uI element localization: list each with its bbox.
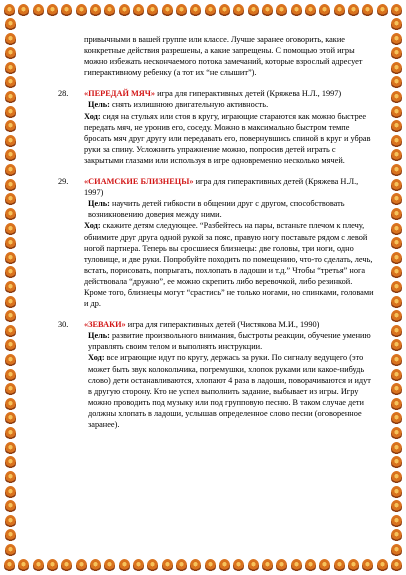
flame-ornament-icon xyxy=(47,559,58,572)
flame-ornament-icon xyxy=(391,47,402,60)
flame-ornament-icon xyxy=(5,325,16,338)
flame-ornament-icon xyxy=(319,559,330,572)
flame-ornament-icon xyxy=(5,339,16,352)
goal-text: научить детей гибкости в общении друг с другом, способствовать возникновению доверия между ними. xyxy=(88,199,345,220)
flame-ornament-icon xyxy=(362,4,373,17)
flame-ornament-icon xyxy=(391,164,402,177)
flame-ornament-icon xyxy=(5,62,16,75)
flame-ornament-icon xyxy=(5,456,16,469)
flame-ornament-icon xyxy=(391,106,402,119)
flame-ornament-icon xyxy=(391,427,402,440)
flame-ornament-icon xyxy=(391,486,402,499)
flame-ornament-icon xyxy=(147,559,158,572)
flame-ornament-icon xyxy=(5,208,16,221)
flame-ornament-icon xyxy=(5,193,16,206)
flame-ornament-icon xyxy=(391,223,402,236)
flame-ornament-icon xyxy=(391,456,402,469)
flame-ornament-icon xyxy=(362,559,373,572)
flame-ornament-icon xyxy=(5,442,16,455)
flame-ornament-icon xyxy=(391,325,402,338)
flame-ornament-icon xyxy=(5,106,16,119)
flame-ornament-icon xyxy=(5,529,16,542)
flame-ornament-icon xyxy=(5,237,16,250)
flame-ornament-icon xyxy=(18,4,29,17)
flame-ornament-icon xyxy=(262,4,273,17)
flame-ornament-icon xyxy=(33,559,44,572)
flame-ornament-icon xyxy=(248,559,259,572)
move-text: сидя на стульях или стоя в кругу, играющие стараются как можно быстрее передать мяч, не уронив его, соседу. Можно в максимально быстром темпе бросать мяч друг другу или передавать его, повернувшись спиной в круг и убрав руки за спину. Усложнить упражнение можно, попросив детей играть с закрытыми глазами или используя в игре одновременно несколько мячей. xyxy=(84,111,371,165)
flame-ornament-icon xyxy=(391,266,402,279)
goal-paragraph xyxy=(84,198,376,220)
flame-ornament-icon xyxy=(5,412,16,425)
flame-ornament-icon xyxy=(391,515,402,528)
flame-ornament-icon xyxy=(5,383,16,396)
flame-ornament-icon xyxy=(190,559,201,572)
move-label: Ход: xyxy=(88,353,105,363)
flame-ornament-icon xyxy=(391,91,402,104)
flame-ornament-icon xyxy=(391,62,402,75)
flame-ornament-icon xyxy=(18,559,29,572)
item-heading xyxy=(84,176,376,198)
flame-ornament-icon xyxy=(319,4,330,17)
flame-ornament-icon xyxy=(391,208,402,221)
flame-ornament-icon xyxy=(90,4,101,17)
flame-ornament-icon xyxy=(291,559,302,572)
flame-ornament-icon xyxy=(248,4,259,17)
page-border-bottom xyxy=(4,557,402,573)
flame-ornament-icon xyxy=(305,4,316,17)
intro-paragraph: привычными в вашей группе или классе. Лучше заранее оговорить, какие конкретные действия разрешены, а какие запрещены. С помощью этой игры можно избежать нескончаемого потока замечаний, которые взрослый адресует гиперактивному ребенку (а тот их “не слышит”). xyxy=(84,35,363,78)
flame-ornament-icon xyxy=(5,515,16,528)
flame-ornament-icon xyxy=(5,544,16,557)
flame-ornament-icon xyxy=(133,559,144,572)
flame-ornament-icon xyxy=(5,281,16,294)
game-item-30 xyxy=(58,319,376,430)
goal-label: Цель: xyxy=(88,100,110,110)
game-item-28 xyxy=(58,88,376,166)
flame-ornament-icon xyxy=(291,4,302,17)
item-number: 28. xyxy=(58,89,69,99)
flame-ornament-icon xyxy=(233,559,244,572)
flame-ornament-icon xyxy=(5,47,16,60)
flame-ornament-icon xyxy=(5,135,16,148)
flame-ornament-icon xyxy=(205,4,216,17)
flame-ornament-icon xyxy=(391,544,402,557)
flame-ornament-icon xyxy=(391,149,402,162)
flame-ornament-icon xyxy=(391,383,402,396)
flame-ornament-icon xyxy=(162,4,173,17)
flame-ornament-icon xyxy=(147,4,158,17)
flame-ornament-icon xyxy=(391,33,402,46)
game-subtitle: игра для гиперактивных детей (Кряжева Н.Л., 1997) xyxy=(155,89,342,99)
move-paragraph xyxy=(84,352,376,430)
game-subtitle: игра для гиперактивных детей (Чистякова М.И., 1990) xyxy=(125,320,320,330)
flame-ornament-icon xyxy=(219,559,230,572)
flame-ornament-icon xyxy=(104,559,115,572)
flame-ornament-icon xyxy=(5,33,16,46)
flame-ornament-icon xyxy=(5,310,16,323)
flame-ornament-icon xyxy=(233,4,244,17)
flame-ornament-icon xyxy=(47,4,58,17)
flame-ornament-icon xyxy=(391,339,402,352)
game-title: «ПЕРЕДАЙ МЯЧ» xyxy=(84,89,156,99)
flame-ornament-icon xyxy=(190,4,201,17)
flame-ornament-icon xyxy=(5,369,16,382)
game-title: «ЗЕВАКИ» xyxy=(84,320,126,330)
move-paragraph xyxy=(84,111,376,166)
flame-ornament-icon xyxy=(391,135,402,148)
move-text: все играющие идут по кругу, держась за руки. По сигналу ведущего (это может быть звук колокольчика, погремушки, хлопок руками или какое-нибудь слово) дети останавливаются, хлопают 4 раза в ладоши, поворачиваются и идут в другую сторону. Кто не успел выполнить задание, выбывает из игры. Игру можно проводить под музыку или под групповую песню. В таком случае дети должны хлопать в ладоши, услышав определенное слово песни (оговоренное заранее). xyxy=(88,353,371,429)
flame-ornament-icon xyxy=(305,559,316,572)
flame-ornament-icon xyxy=(391,296,402,309)
flame-ornament-icon xyxy=(391,559,402,572)
flame-ornament-icon xyxy=(391,237,402,250)
goal-text: развитие произвольного внимания, быстроты реакции, обучение умению управлять своим телом и выполнять инструкции. xyxy=(88,331,371,352)
flame-ornament-icon xyxy=(5,252,16,265)
flame-ornament-icon xyxy=(4,559,15,572)
flame-ornament-icon xyxy=(61,559,72,572)
flame-ornament-icon xyxy=(391,398,402,411)
flame-ornament-icon xyxy=(5,427,16,440)
flame-ornament-icon xyxy=(377,4,388,17)
flame-ornament-icon xyxy=(5,354,16,367)
item-heading xyxy=(84,88,376,99)
flame-ornament-icon xyxy=(5,486,16,499)
flame-ornament-icon xyxy=(391,442,402,455)
item-number: 29. xyxy=(58,177,69,187)
flame-ornament-icon xyxy=(391,500,402,513)
move-text: скажите детям следующее. “Разбейтесь на пары, встаньте плечом к плечу, обнимите друг друга одной рукой за пояс, правую ногу поставьте рядом с левой ногой партнера. Теперь вы сросшиеся близнецы: две головы, три ноги, одно туловище, и две руки. Попробуйте походить по помещению, что-то сделать, лечь, встать, порисовать, попрыгать, похлопать в ладоши и т.д.” Чтобы “третья” нога действовала “дружно”, ее можно скрепить либо веревочкой, либо резинкой. Кроме того, близнецы могут “срастись” не только ногами, но спинками, головами и др. xyxy=(84,221,374,309)
game-title: «СИАМСКИЕ БЛИЗНЕЦЫ» xyxy=(84,177,194,187)
move-paragraph xyxy=(84,220,376,309)
flame-ornament-icon xyxy=(5,149,16,162)
flame-ornament-icon xyxy=(162,559,173,572)
flame-ornament-icon xyxy=(391,193,402,206)
item-number: 30. xyxy=(58,320,69,330)
flame-ornament-icon xyxy=(391,18,402,31)
flame-ornament-icon xyxy=(5,223,16,236)
game-subtitle: игра для гиперактивных детей (Кряжева Н.Л., 1997) xyxy=(84,177,359,198)
flame-ornament-icon xyxy=(391,369,402,382)
flame-ornament-icon xyxy=(5,164,16,177)
flame-ornament-icon xyxy=(334,559,345,572)
goal-label: Цель: xyxy=(88,199,110,209)
flame-ornament-icon xyxy=(5,471,16,484)
move-label: Ход: xyxy=(84,111,101,121)
flame-ornament-icon xyxy=(391,529,402,542)
page-border-left xyxy=(2,18,18,557)
flame-ornament-icon xyxy=(391,281,402,294)
flame-ornament-icon xyxy=(5,296,16,309)
flame-ornament-icon xyxy=(76,559,87,572)
flame-ornament-icon xyxy=(4,4,15,17)
flame-ornament-icon xyxy=(391,252,402,265)
flame-ornament-icon xyxy=(33,4,44,17)
goal-text: снять излишнюю двигательную активность. xyxy=(109,100,269,110)
flame-ornament-icon xyxy=(276,559,287,572)
flame-ornament-icon xyxy=(391,76,402,89)
flame-ornament-icon xyxy=(391,179,402,192)
flame-ornament-icon xyxy=(219,4,230,17)
flame-ornament-icon xyxy=(61,4,72,17)
flame-ornament-icon xyxy=(391,120,402,133)
flame-ornament-icon xyxy=(5,500,16,513)
flame-ornament-icon xyxy=(119,559,130,572)
flame-ornament-icon xyxy=(5,91,16,104)
flame-ornament-icon xyxy=(5,398,16,411)
flame-ornament-icon xyxy=(176,559,187,572)
flame-ornament-icon xyxy=(104,4,115,17)
flame-ornament-icon xyxy=(391,4,402,17)
flame-ornament-icon xyxy=(5,18,16,31)
flame-ornament-icon xyxy=(391,471,402,484)
flame-ornament-icon xyxy=(5,120,16,133)
goal-label: Цель: xyxy=(88,331,110,341)
page-border-top xyxy=(4,2,402,18)
flame-ornament-icon xyxy=(133,4,144,17)
page-border-right xyxy=(388,18,404,557)
goal-paragraph xyxy=(84,330,376,352)
flame-ornament-icon xyxy=(334,4,345,17)
flame-ornament-icon xyxy=(377,559,388,572)
flame-ornament-icon xyxy=(391,354,402,367)
flame-ornament-icon xyxy=(205,559,216,572)
flame-ornament-icon xyxy=(348,4,359,17)
flame-ornament-icon xyxy=(90,559,101,572)
document-body xyxy=(58,34,376,430)
flame-ornament-icon xyxy=(391,310,402,323)
item-heading xyxy=(84,319,376,330)
flame-ornament-icon xyxy=(262,559,273,572)
flame-ornament-icon xyxy=(176,4,187,17)
move-label: Ход: xyxy=(84,221,101,231)
flame-ornament-icon xyxy=(5,266,16,279)
game-item-29 xyxy=(58,176,376,309)
flame-ornament-icon xyxy=(5,179,16,192)
flame-ornament-icon xyxy=(5,76,16,89)
flame-ornament-icon xyxy=(76,4,87,17)
flame-ornament-icon xyxy=(276,4,287,17)
flame-ornament-icon xyxy=(119,4,130,17)
flame-ornament-icon xyxy=(348,559,359,572)
goal-paragraph xyxy=(84,99,376,110)
flame-ornament-icon xyxy=(391,412,402,425)
